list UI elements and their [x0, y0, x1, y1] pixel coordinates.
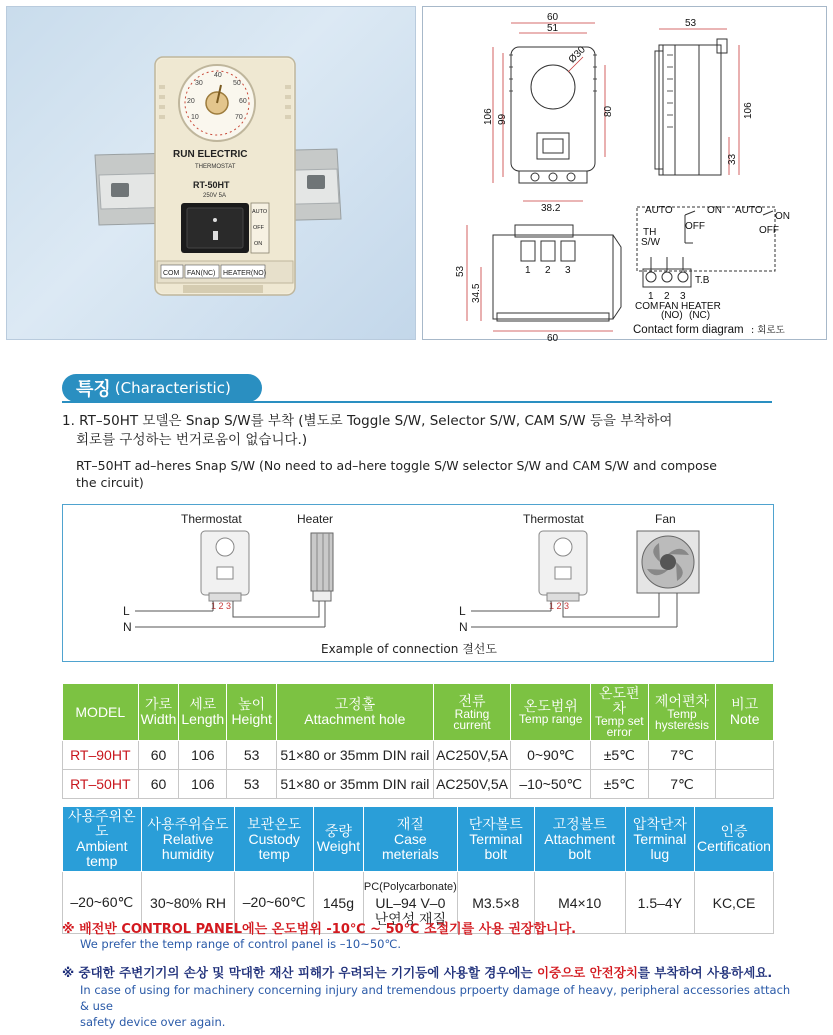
dim-front-width-inner: 51	[547, 23, 559, 34]
environment-table	[62, 806, 774, 934]
spec-cell: 0~90℃	[511, 741, 591, 770]
fan-icon	[637, 531, 699, 593]
env-cell: –20~60℃	[63, 872, 142, 934]
contact-auto-right: AUTO	[735, 205, 763, 216]
contact-on-right: ON	[775, 211, 790, 222]
spec-h-hysteresis: 제어편차 Temp hysteresis	[648, 684, 716, 741]
spec-cell: ±5℃	[591, 741, 649, 770]
spec-table	[62, 683, 774, 799]
contact-off-right: OFF	[759, 225, 779, 236]
spec-cell: 106	[179, 770, 227, 799]
dim-bottom-width: 60	[547, 333, 559, 341]
contact-off-left: OFF	[685, 221, 705, 232]
material-line-3: 난연성 재질	[374, 910, 447, 927]
spec-cell: RT–90HT	[63, 741, 139, 770]
env-h-ambient: 사용주위온도 Ambient temp	[63, 807, 142, 872]
safety-note-en	[80, 982, 800, 1030]
spec-cell: 106	[179, 741, 227, 770]
photo-switch-auto: AUTO	[252, 209, 268, 215]
env-cell: 145g	[314, 872, 364, 934]
spec-cell: 53	[227, 770, 277, 799]
material-line-1: PC(Polycarbonate)	[363, 880, 457, 893]
spec-h-range: 온도범위 Temp range	[511, 684, 591, 741]
photo-term-com: COM	[163, 270, 180, 277]
spec-cell: 51×80 or 35mm DIN rail	[277, 741, 433, 770]
safety-note	[62, 963, 772, 981]
contact-on-left: ON	[707, 205, 722, 216]
conn-right-terminals: 1 2 3	[549, 601, 570, 611]
table-row	[63, 741, 774, 770]
spec-cell: –10~50℃	[511, 770, 591, 799]
dim-side-height: 106	[743, 102, 754, 119]
dim-dial-diameter: Ø30	[566, 44, 588, 66]
photo-switch-off: OFF	[253, 225, 264, 231]
spec-h-model: MODEL	[63, 684, 139, 741]
safety-note-en-line2: safety device over again.	[80, 1015, 226, 1029]
bottom-term-1: 1	[525, 265, 531, 276]
safety-note-a: ※ 중대한 주변기기의 손상 및 막대한 재산 피해가 우려되는 기기등에 사용할 경우에는	[62, 965, 537, 980]
spec-cell	[716, 741, 774, 770]
svg-text:60: 60	[239, 98, 247, 105]
contact-heater: HEATER	[681, 301, 721, 312]
dim-front-terminal: 38.2	[541, 203, 561, 214]
control-panel-note-en: We prefer the temp range of control panel is –10~50℃.	[80, 937, 402, 951]
spec-h-note: 비고 Note	[716, 684, 774, 741]
dim-front-width: 60	[547, 12, 559, 23]
env-cell: 1.5–4Y	[625, 872, 694, 934]
env-cell: KC,CE	[695, 872, 774, 934]
spec-cell: 7℃	[648, 770, 716, 799]
contact-caption: Contact form diagram	[633, 324, 744, 336]
photo-model: RT-50HT	[193, 180, 230, 190]
characteristic-korean-line1: 1. RT–50HT 모델은 Snap S/W를 부착 (별도로 Toggle S/W, Selector S/W, CAM S/W 등을 부착하여	[62, 413, 673, 429]
dim-front-hole-pitch: 80	[603, 105, 614, 117]
spec-cell	[716, 770, 774, 799]
spec-h-set-error: 온도편차 Temp set error	[591, 684, 649, 741]
characteristic-heading-ko: 특징	[76, 379, 111, 400]
spec-h-width: 가로 Width	[138, 684, 179, 741]
photo-term-fan: FAN(NC)	[187, 270, 216, 277]
photo-term-heater: HEATER(NO)	[223, 270, 267, 277]
conn-left-n: N	[123, 620, 132, 634]
characteristic-english-line1: RT–50HT ad–heres Snap S/W (No need to ad–here toggle S/W selector S/W and CAM S/W and compose	[76, 458, 717, 473]
env-h-humidity: 사용주위습도 Relative humidity	[141, 807, 235, 872]
svg-text:30: 30	[195, 80, 203, 87]
spec-h-hole: 고정홀 Attachment hole	[277, 684, 433, 741]
conn-right-thermostat-label: Thermostat	[523, 512, 584, 526]
dim-bottom-height-inner: 34.5	[471, 283, 482, 303]
conn-right-thermostat	[539, 531, 587, 601]
env-cell: M3.5×8	[457, 872, 534, 934]
conn-right-fan-label: Fan	[655, 512, 676, 526]
conn-left-heater	[311, 533, 333, 601]
spec-h-length: 세로 Length	[179, 684, 227, 741]
material-line-2: UL–94 V–0	[375, 894, 446, 911]
contact-com: COM	[635, 301, 659, 312]
contact-fan: FAN	[659, 301, 679, 312]
env-h-material: 재질 Case meterials	[363, 807, 457, 872]
spec-cell: AC250V,5A	[433, 741, 511, 770]
svg-text:10: 10	[191, 114, 199, 121]
contact-term-1: 1	[648, 291, 654, 302]
product-photo	[6, 6, 416, 340]
contact-term-2: 2	[664, 291, 670, 302]
env-cell: M4×10	[534, 872, 625, 934]
dim-front-height-inner: 99	[497, 113, 508, 125]
spec-cell: 7℃	[648, 741, 716, 770]
characteristic-korean-line2: 회로를 구성하는 번거로움이 없습니다.)	[76, 432, 308, 448]
photo-subtitle: THERMOSTAT	[195, 164, 236, 170]
env-h-cert: 인증 Certification	[695, 807, 774, 872]
photo-switch-on: ON	[254, 241, 263, 247]
characteristic-korean	[62, 412, 782, 450]
svg-text:50: 50	[233, 80, 241, 87]
contact-tb: T.B	[695, 275, 710, 286]
photo-rating: 250V 5A	[203, 193, 227, 199]
connection-diagram-svg	[63, 505, 773, 661]
conn-left-thermostat-label: Thermostat	[181, 512, 242, 526]
dimension-drawing-svg	[423, 7, 828, 341]
svg-text:20: 20	[187, 98, 195, 105]
spec-cell: 51×80 or 35mm DIN rail	[277, 770, 433, 799]
env-h-attachment-bolt: 고정볼트 Attachment bolt	[534, 807, 625, 872]
control-panel-note: ※ 배전반 CONTROL PANEL에는 온도범위 -10℃ ~ 50℃ 조절기를 사용 권장합니다.	[62, 922, 577, 937]
bottom-term-3: 3	[565, 265, 571, 276]
connection-diagram	[62, 504, 774, 662]
dimension-drawing	[422, 6, 827, 340]
spec-cell: 60	[138, 770, 179, 799]
safety-note-b: 를 부착하여 사용하세요.	[637, 965, 773, 980]
env-h-custody: 보관온도 Custody temp	[235, 807, 314, 872]
env-cell: –20~60℃	[235, 872, 314, 934]
dim-side-depth: 53	[685, 18, 697, 29]
contact-sw: S/W	[641, 237, 660, 248]
safety-note-en-line1: In case of using for machinery concerning injury and tremendous prpoerty damage of heavy, peripheral accessories attach & use	[80, 983, 791, 1013]
spec-h-current: 전류 Rating current	[433, 684, 511, 741]
spec-cell: RT–50HT	[63, 770, 139, 799]
conn-left-thermostat	[201, 531, 249, 601]
dim-front-height: 106	[483, 108, 494, 125]
spec-h-height: 높이 Height	[227, 684, 277, 741]
contact-fan-no: (NO)	[661, 310, 683, 321]
characteristic-english	[76, 457, 776, 491]
contact-heater-nc: (NC)	[689, 310, 711, 321]
env-h-weight: 중량 Weight	[314, 807, 364, 872]
conn-right-n: N	[459, 620, 468, 634]
conn-caption: Example of connection 결선도	[321, 642, 497, 656]
heading-divider	[62, 401, 772, 403]
safety-note-highlight: 이중으로 안전장치	[536, 965, 638, 980]
conn-left-terminals: 1 2 3	[211, 601, 232, 611]
thermostat-photo-illustration	[7, 7, 417, 341]
spec-cell: ±5℃	[591, 770, 649, 799]
conn-left-l: L	[123, 604, 130, 618]
env-h-lug: 압착단자 Terminal lug	[625, 807, 694, 872]
table-row	[63, 770, 774, 799]
spec-header-row	[63, 684, 774, 741]
photo-brand: RUN ELECTRIC	[173, 149, 248, 160]
spec-cell: AC250V,5A	[433, 770, 511, 799]
dim-side-rail: 33	[727, 153, 738, 165]
contact-caption-ko: : 회로도	[751, 325, 785, 336]
contact-auto-left: AUTO	[645, 205, 673, 216]
svg-text:70: 70	[235, 114, 243, 121]
svg-text:40: 40	[214, 72, 222, 79]
contact-term-3: 3	[680, 291, 686, 302]
characteristic-heading	[62, 374, 262, 402]
env-h-terminal-bolt: 단자볼트 Terminal bolt	[457, 807, 534, 872]
bottom-term-2: 2	[545, 265, 551, 276]
env-cell: 30~80% RH	[141, 872, 235, 934]
dim-bottom-height: 53	[455, 265, 466, 277]
conn-left-heater-label: Heater	[297, 512, 334, 526]
conn-right-l: L	[459, 604, 466, 618]
spec-cell: 60	[138, 741, 179, 770]
env-header-row	[63, 807, 774, 872]
characteristic-english-line2: the circuit)	[76, 475, 144, 490]
contact-th: TH	[643, 227, 657, 238]
spec-cell: 53	[227, 741, 277, 770]
characteristic-heading-en: (Characteristic)	[114, 379, 231, 397]
